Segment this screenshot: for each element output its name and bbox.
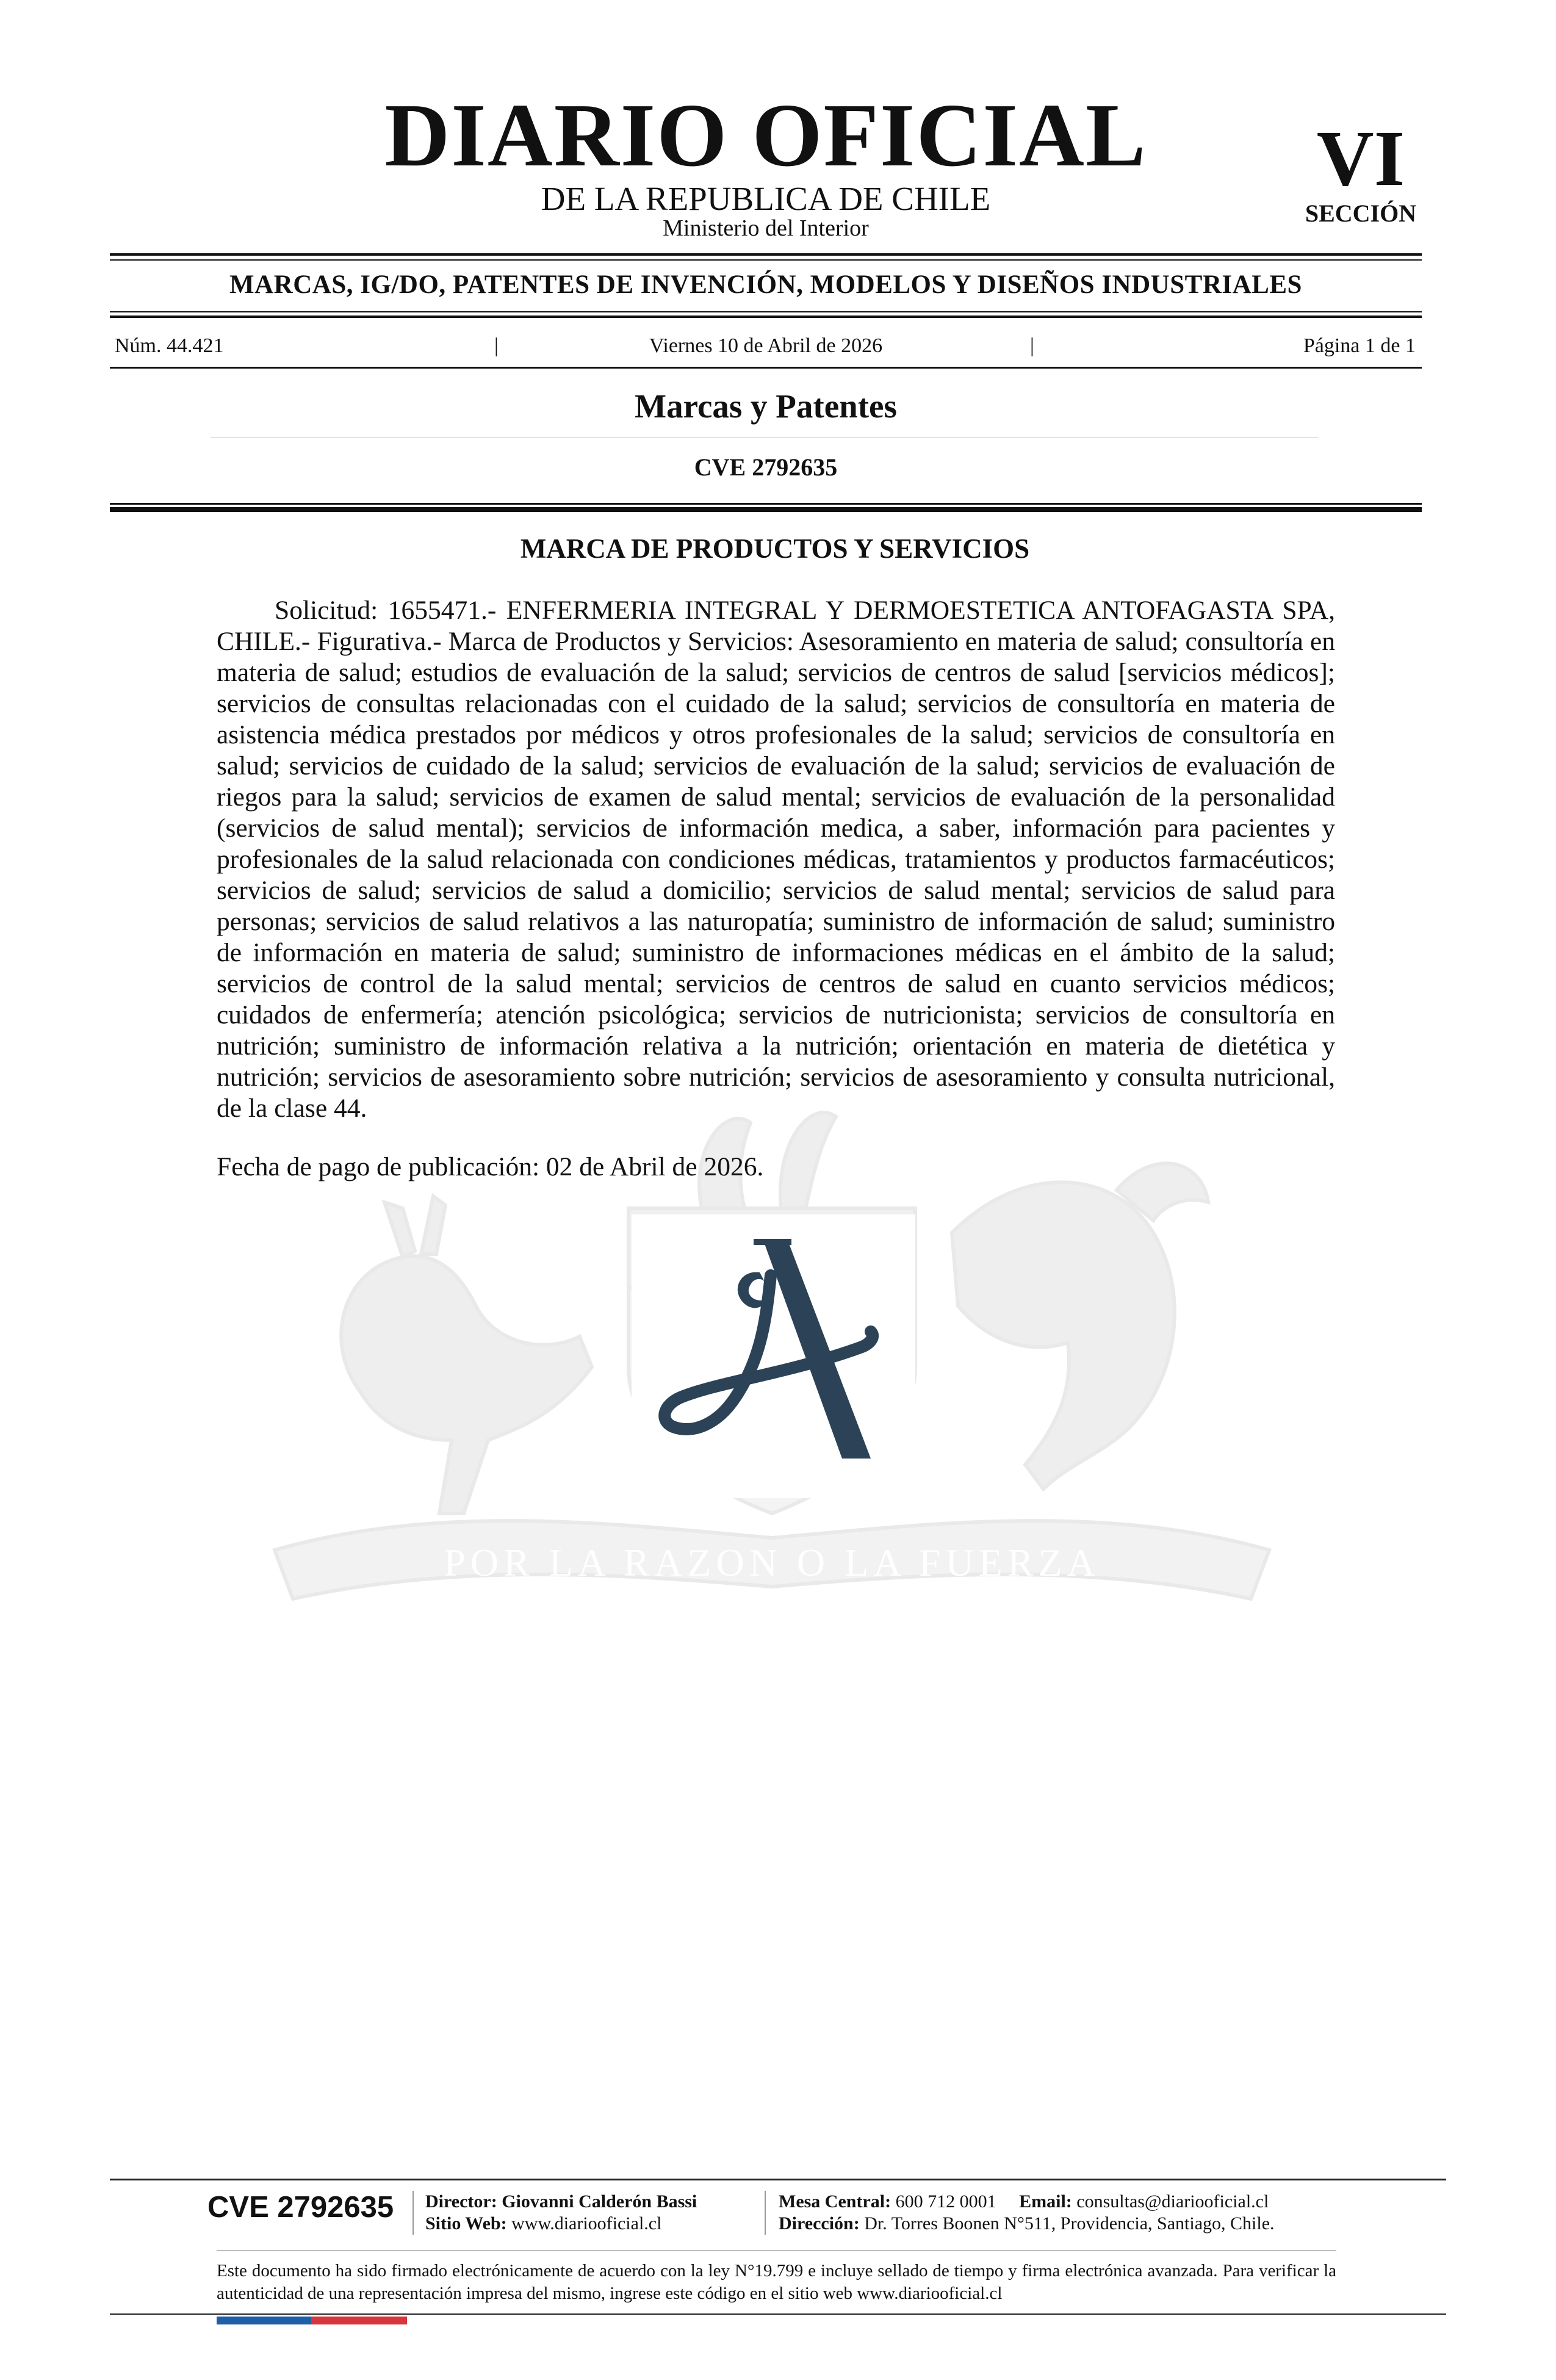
- issue-number: Núm. 44.421: [115, 334, 224, 357]
- divider: [211, 437, 1318, 438]
- trademark-logo: [632, 1214, 915, 1498]
- payment-date-line: Fecha de pago de publicación: 02 de Abril de 2026.: [217, 1152, 764, 1181]
- director-name: Giovanni Calderón Bassi: [502, 2191, 697, 2212]
- cve-code: CVE 2792635: [694, 453, 838, 481]
- footer-bottom-rule: [110, 2313, 1446, 2315]
- footer-divider: [217, 2250, 1336, 2251]
- issue-info-row: [110, 334, 1422, 358]
- separator: |: [1030, 334, 1034, 357]
- masthead-title: DIARIO OFICIAL: [384, 85, 1147, 186]
- masthead-ministry: Ministerio del Interior: [663, 215, 869, 241]
- email-label: Email:: [1019, 2191, 1072, 2212]
- rule: [110, 253, 1422, 256]
- rule: [110, 259, 1422, 261]
- category-heading: Marcas y Patentes: [635, 388, 897, 425]
- footer-rule: [110, 2179, 1446, 2180]
- issue-date: Viernes 10 de Abril de 2026: [649, 334, 883, 357]
- rule: [110, 503, 1422, 505]
- footer-cve-code: CVE 2792635: [207, 2191, 394, 2224]
- director-label: Director:: [425, 2191, 497, 2212]
- section-label: SECCIÓN: [1305, 200, 1417, 227]
- document-body: Solicitud: 1655471.- ENFERMERIA INTEGRAL Y DERMOESTETICA ANTOFAGASTA SPA, CHILE.- Figurativa.- Marca de Productos y Servicios: Asesoramiento en materia de salud; consultoría en materia de salud; estudios de evaluación de la salud; servicios de centros de salud [servicios médicos]; servicios de consultas relacionadas con el cuidado de la salud; servicios de consultoría en materia de asistencia médica prestados por médicos y otros profesionales de la salud; servicios de consultoría en salud; servicios de cuidado de la salud; servicios de evaluación de la salud; servicios de evaluación de riegos para la salud; servicios de examen de salud mental; servicios de evaluación de la personalidad (servicios de salud mental); servicios de información medica, a saber, información para pacientes y profesionales de la salud relacionada con condiciones médicas, tratamientos y productos farmacéuticos; servicios de salud; servicios de salud a domicilio; servicios de salud mental; servicios de salud para personas; servicios de salud relativos a las naturopatía; suministro de información de salud; suministro de información en materia de salud; suministro de informaciones médicas en el ámbito de la salud; servicios de control de la salud mental; servicios de centros de salud en cuanto servicios médicos; cuidados de enfermería; atención psicológica; servicios de nutricionista; servicios de consultoría en nutrición; suministro de información relativa a la nutrición; orientación en materia de dietética y nutrición; servicios de asesoramiento sobre nutrición; servicios de asesoramiento y consulta nutricional, de la clase 44.: [217, 596, 1335, 1123]
- masthead-subtitle: DE LA REPUBLICA DE CHILE: [541, 180, 991, 217]
- mesa-label: Mesa Central:: [779, 2191, 891, 2212]
- section-heading: MARCAS, IG/DO, PATENTES DE INVENCIÓN, MODELOS Y DISEÑOS INDUSTRIALES: [229, 270, 1302, 299]
- letter-a-logo-icon: [632, 1214, 915, 1498]
- footer-director-block: [425, 2191, 697, 2235]
- rule: [110, 316, 1422, 318]
- rule: [110, 507, 1422, 512]
- website-label: Sitio Web:: [425, 2213, 507, 2234]
- footer-separator: [412, 2191, 414, 2235]
- address-text: Dr. Torres Boonen N°511, Providencia, Santiago, Chile.: [864, 2213, 1275, 2234]
- flag-stripe-blue: [217, 2317, 311, 2324]
- rule: [110, 311, 1422, 312]
- watermark-motto: POR LA RAZON O LA FUERZA: [444, 1541, 1100, 1584]
- address-label: Dirección:: [779, 2213, 860, 2234]
- footer-contact-block: [779, 2191, 1275, 2235]
- document-title: MARCA DE PRODUCTOS Y SERVICIOS: [520, 533, 1030, 564]
- page-indicator: Página 1 de 1: [1303, 334, 1416, 357]
- email-link[interactable]: consultas@diariooficial.cl: [1076, 2191, 1269, 2212]
- rule: [110, 367, 1422, 369]
- mesa-phone: 600 712 0001: [895, 2191, 996, 2212]
- footer-separator: [765, 2191, 766, 2235]
- flag-stripe-red: [311, 2317, 407, 2324]
- website-link[interactable]: www.diariooficial.cl: [511, 2213, 662, 2234]
- separator: |: [494, 334, 499, 357]
- footer-legal-note: Este documento ha sido firmado electrónicamente de acuerdo con la ley N°19.799 e incluye sellado de tiempo y firma electrónica avanzada. Para verificar la autenticidad de una representación impresa del mismo, ingrese este código en el sitio web www.diariooficial.cl: [217, 2261, 1336, 2303]
- section-number: VI: [1316, 115, 1405, 203]
